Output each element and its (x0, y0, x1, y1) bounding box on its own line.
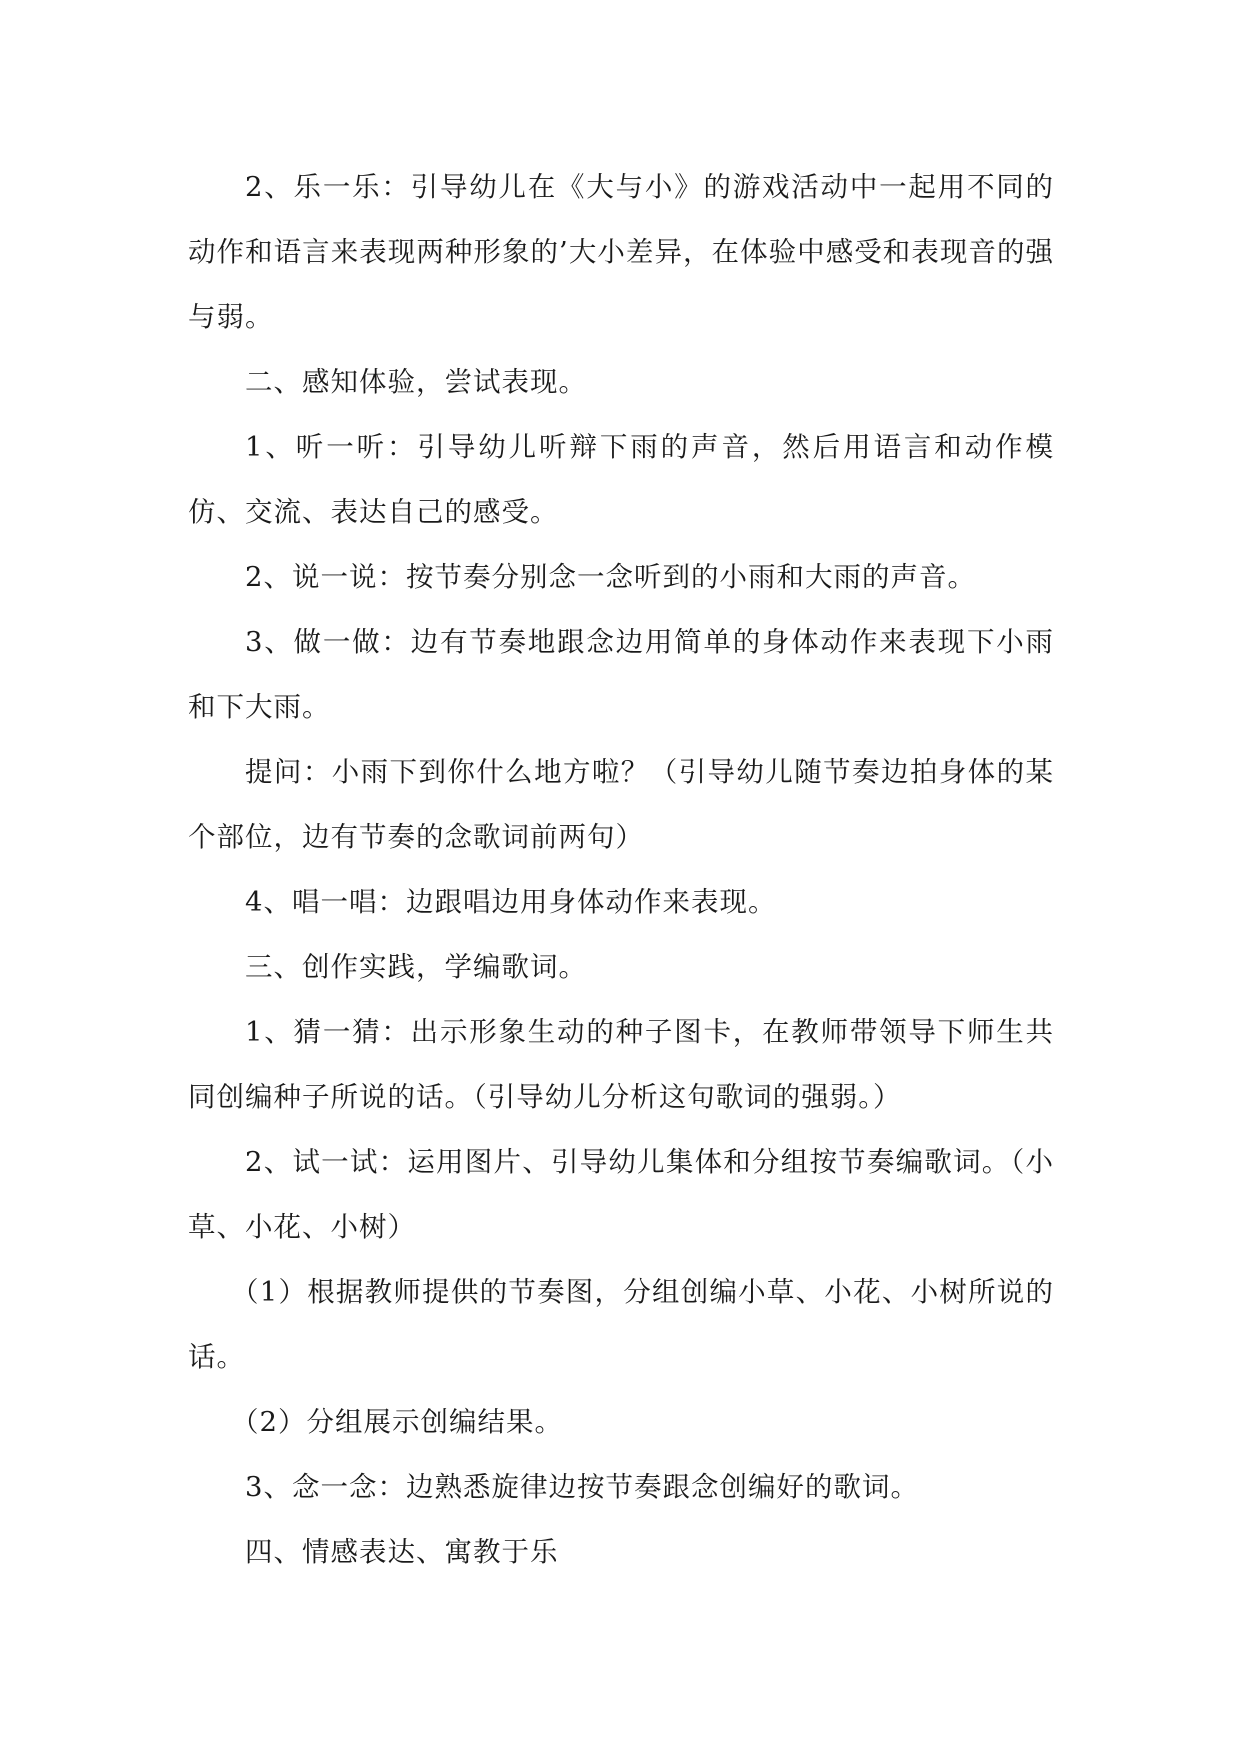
section-heading-create: 三、创作实践，学编歌词。 (245, 951, 587, 983)
paragraph-step-2-say: 2、说一说：按节奏分别念一念听到的小雨和大雨的声音。 (245, 561, 976, 593)
paragraph-substep-1: （1）根据教师提供的节奏图，分组创编小草、小花、小树所说的话。 (188, 1276, 1054, 1373)
paragraph-step-2-try: 2、试一试：运用图片、引导幼儿集体和分组按节奏编歌词。（小草、小花、小树） (188, 1146, 1054, 1243)
paragraph-step-1-listen: 1、听一听：引导幼儿听辩下雨的声音，然后用语言和动作模仿、交流、表达自己的感受。 (188, 431, 1054, 528)
paragraph-activity-2-play: 2、乐一乐：引导幼儿在《大与小》的游戏活动中一起用不同的动作和语言来表现两种形象的’大小差异，在体验中感受和表现音的强与弱。 (188, 171, 1054, 333)
paragraph-step-4-sing: 4、唱一唱：边跟唱边用身体动作来表现。 (245, 886, 777, 918)
document-body (188, 155, 1054, 1585)
paragraph-question: 提问：小雨下到你什么地方啦？（引导幼儿随节奏边拍身体的某个部位，边有节奏的念歌词前两句） (188, 756, 1054, 853)
section-heading-perceive: 二、感知体验，尝试表现。 (245, 366, 587, 398)
paragraph-step-3-do: 3、做一做：边有节奏地跟念边用简单的身体动作来表现下小雨和下大雨。 (188, 626, 1054, 723)
paragraph-substep-2: （2）分组展示创编结果。 (231, 1406, 563, 1438)
paragraph-step-1-guess: 1、猜一猜：出示形象生动的种子图卡，在教师带领导下师生共同创编种子所说的话。（引导幼儿分析这句歌词的强弱。） (188, 1016, 1054, 1113)
paragraph-step-3-read: 3、念一念：边熟悉旋律边按节奏跟念创编好的歌词。 (245, 1471, 919, 1503)
section-heading-emotion: 四、情感表达、寓教于乐 (245, 1536, 559, 1568)
